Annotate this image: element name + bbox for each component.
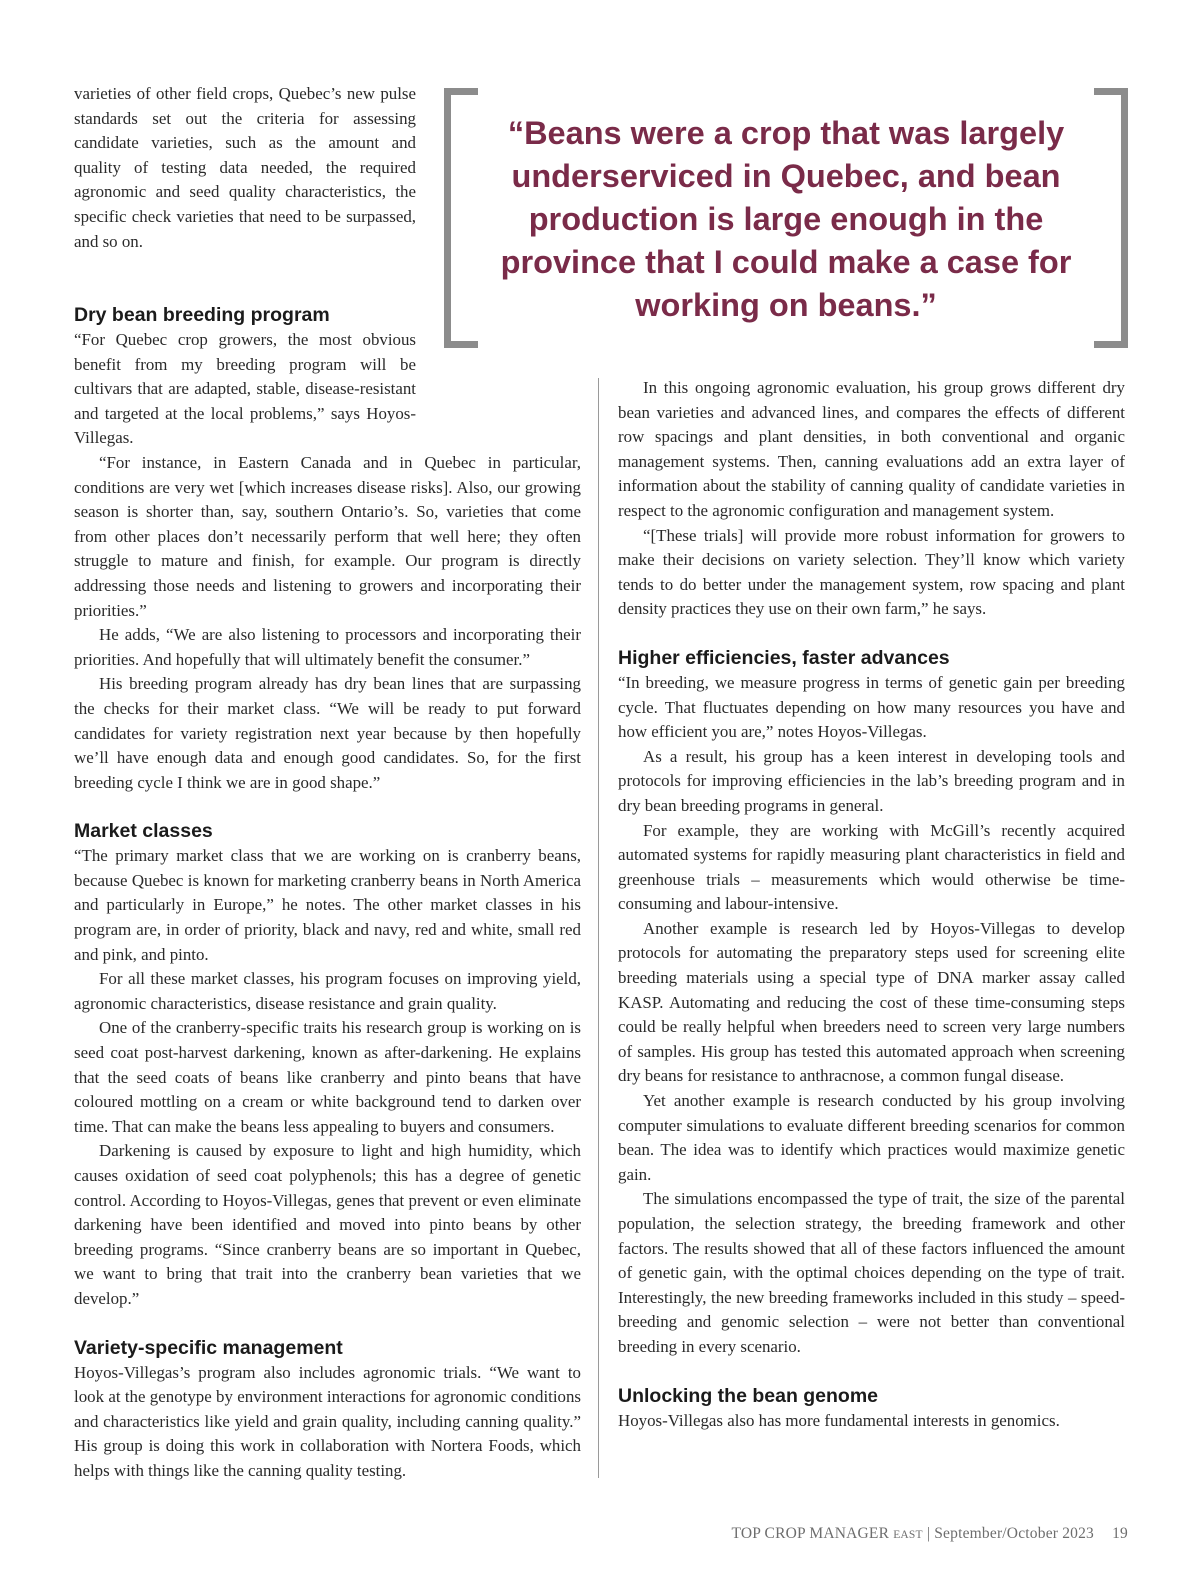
paragraph: varieties of other field crops, Quebec’s new pulse standards set out the criteria for assessing candidate varieties, such as the amount and quality of testing data needed, the required agronomic and seed quality characteristics, the specific check varieties that need to be surpassed, and so on. (74, 84, 416, 251)
paragraph: He adds, “We are also listening to processors and incorporating their priorities. And hopefully that will ultimately benefit the consumer.” (74, 625, 581, 669)
column-divider (598, 378, 599, 1478)
heading-unlocking-bean-genome: Unlocking the bean genome (618, 1384, 879, 1407)
right-column (618, 376, 1125, 1433)
heading-higher-efficiencies: Higher efficiencies, faster advances (618, 646, 950, 669)
page-footer (731, 1525, 1128, 1543)
paragraph: Hoyos-Villegas also has more fundamental interests in genomics. (618, 1410, 1060, 1430)
magazine-edition: EAST (893, 1529, 923, 1541)
heading-market-classes: Market classes (74, 820, 213, 843)
paragraph: For example, they are working with McGill’s recently acquired automated systems for rapidly measuring plant characteristics in field and greenhouse trials – measurements which would otherwise be time-consuming and labour-intensive. (618, 820, 1125, 914)
footer-separator: | (926, 1525, 931, 1542)
heading-variety-specific-management: Variety-specific management (74, 1336, 343, 1359)
pull-quote-box (444, 88, 1128, 348)
issue-date: September/October 2023 (934, 1525, 1095, 1542)
paragraph: “For instance, in Eastern Canada and in Quebec in particular, conditions are very wet [which increases disease risks]. Also, our growing season is shorter than, say, southern Ontario’s. So, varieties that come from other places don’t necessarily perform that well here; they often struggle to mature and finish, for example. Our program is directly addressing those needs and listening to growers and incorporating their priorities.” (74, 452, 581, 620)
magazine-name: TOP CROP MANAGER (731, 1525, 890, 1542)
paragraph: “The primary market class that we are working on is cranberry beans, because Quebec is known for marketing cranberry beans in North America and particularly in Europe,” he notes. The other market classes in his program are, in order of priority, black and navy, red and white, small red and pink, and pinto. (74, 846, 581, 964)
paragraph: Yet another example is research conducted by his group involving computer simulations to evaluate different breeding scenarios for common bean. The idea was to identify which practices would maximize genetic gain. (618, 1091, 1125, 1184)
heading-dry-bean-breeding: Dry bean breeding program (74, 304, 330, 326)
top-left-column (74, 82, 416, 254)
paragraph: Another example is research led by Hoyos-Villegas to develop protocols for automating the preparatory steps used for screening elite breeding materials using a special type of DNA marker assay called KASP. Automating and reducing the cost of these time-consuming steps could be really helpful when breeders need to screen very large numbers of samples. His group has tested this automated approach when screening dry beans for resistance to anthracnose, a common fungal disease. (618, 918, 1125, 1086)
paragraph: Hoyos-Villegas’s program also includes agronomic trials. “We want to look at the genotype by environment interactions for agronomic conditions and characteristics like yield and grain quality, including canning quality.” His group is doing this work in collaboration with Nortera Foods, which helps with things like the canning quality testing. (74, 1362, 581, 1480)
paragraph: Darkening is caused by exposure to light and high humidity, which causes oxidation of seed coat polyphenols; this has a degree of genetic control. According to Hoyos-Villegas, genes that prevent or even eliminate darkening have been identified and moved into pinto beans by other breeding programs. “Since cranberry beans are so important in Quebec, we want to bring that trait into the cranberry bean varieties that we develop.” (74, 1141, 581, 1308)
paragraph: One of the cranberry-specific traits his research group is working on is seed coat post-harvest darkening, known as after-darkening. He explains that the seed coats of beans like cranberry and pinto beans that have coloured mottling on a cream or white background tend to darken over time. That can make the beans less appealing to buyers and consumers. (74, 1018, 581, 1136)
paragraph: For all these market classes, his program focuses on improving yield, agronomic characteristics, disease resistance and grain quality. (74, 969, 581, 1013)
page-number: 19 (1112, 1525, 1128, 1542)
pull-quote-text: “Beans were a crop that was largely underserviced in Quebec, and bean production is large enough in the province that I could make a case for working on beans.” (500, 115, 1072, 323)
paragraph: “[These trials] will provide more robust information for growers to make their decisions on variety selection. They’ll know which variety tends to do better under the management system, row spacing and plant density practices they use on their own farm,” he says. (618, 525, 1125, 619)
paragraph: His breeding program already has dry bean lines that are surpassing the checks for their market class. “We will be ready to put forward candidates for variety registration next year because by then hopefully we’ll have enough data and enough good candidates. So, for the first breeding cycle I think we are in good shape.” (74, 674, 581, 792)
paragraph: In this ongoing agronomic evaluation, his group grows different dry bean varieties and advanced lines, and compares the effects of different row spacings and plant densities, in both conventional and organic management systems. Then, canning evaluations add an extra layer of information about the stability of canning quality of candidate varieties in respect to the agronomic configuration and management system. (618, 378, 1125, 520)
paragraph: As a result, his group has a keen interest in developing tools and protocols for improving efficiencies in the lab’s breeding program and in dry bean breeding programs in general. (618, 746, 1125, 815)
left-column (74, 303, 581, 1484)
paragraph: “For Quebec crop growers, the most obvious benefit from my breeding program will be cultivars that are adapted, stable, disease-resistant and targeted at the local problems,” says Hoyos-Villegas. (74, 330, 416, 448)
paragraph: The simulations encompassed the type of trait, the size of the parental population, the selection strategy, the breeding framework and other factors. The results showed that all of these factors influenced the amount of genetic gain, with the optimal choices depending on the type of trait. Interestingly, the new breeding frameworks included in this study – speed-breeding and genomic selection – were not better than conventional breeding in every scenario. (618, 1189, 1125, 1356)
paragraph: “In breeding, we measure progress in terms of genetic gain per breeding cycle. That fluctuates depending on how many resources you have and how efficient you are,” notes Hoyos-Villegas. (618, 672, 1125, 742)
